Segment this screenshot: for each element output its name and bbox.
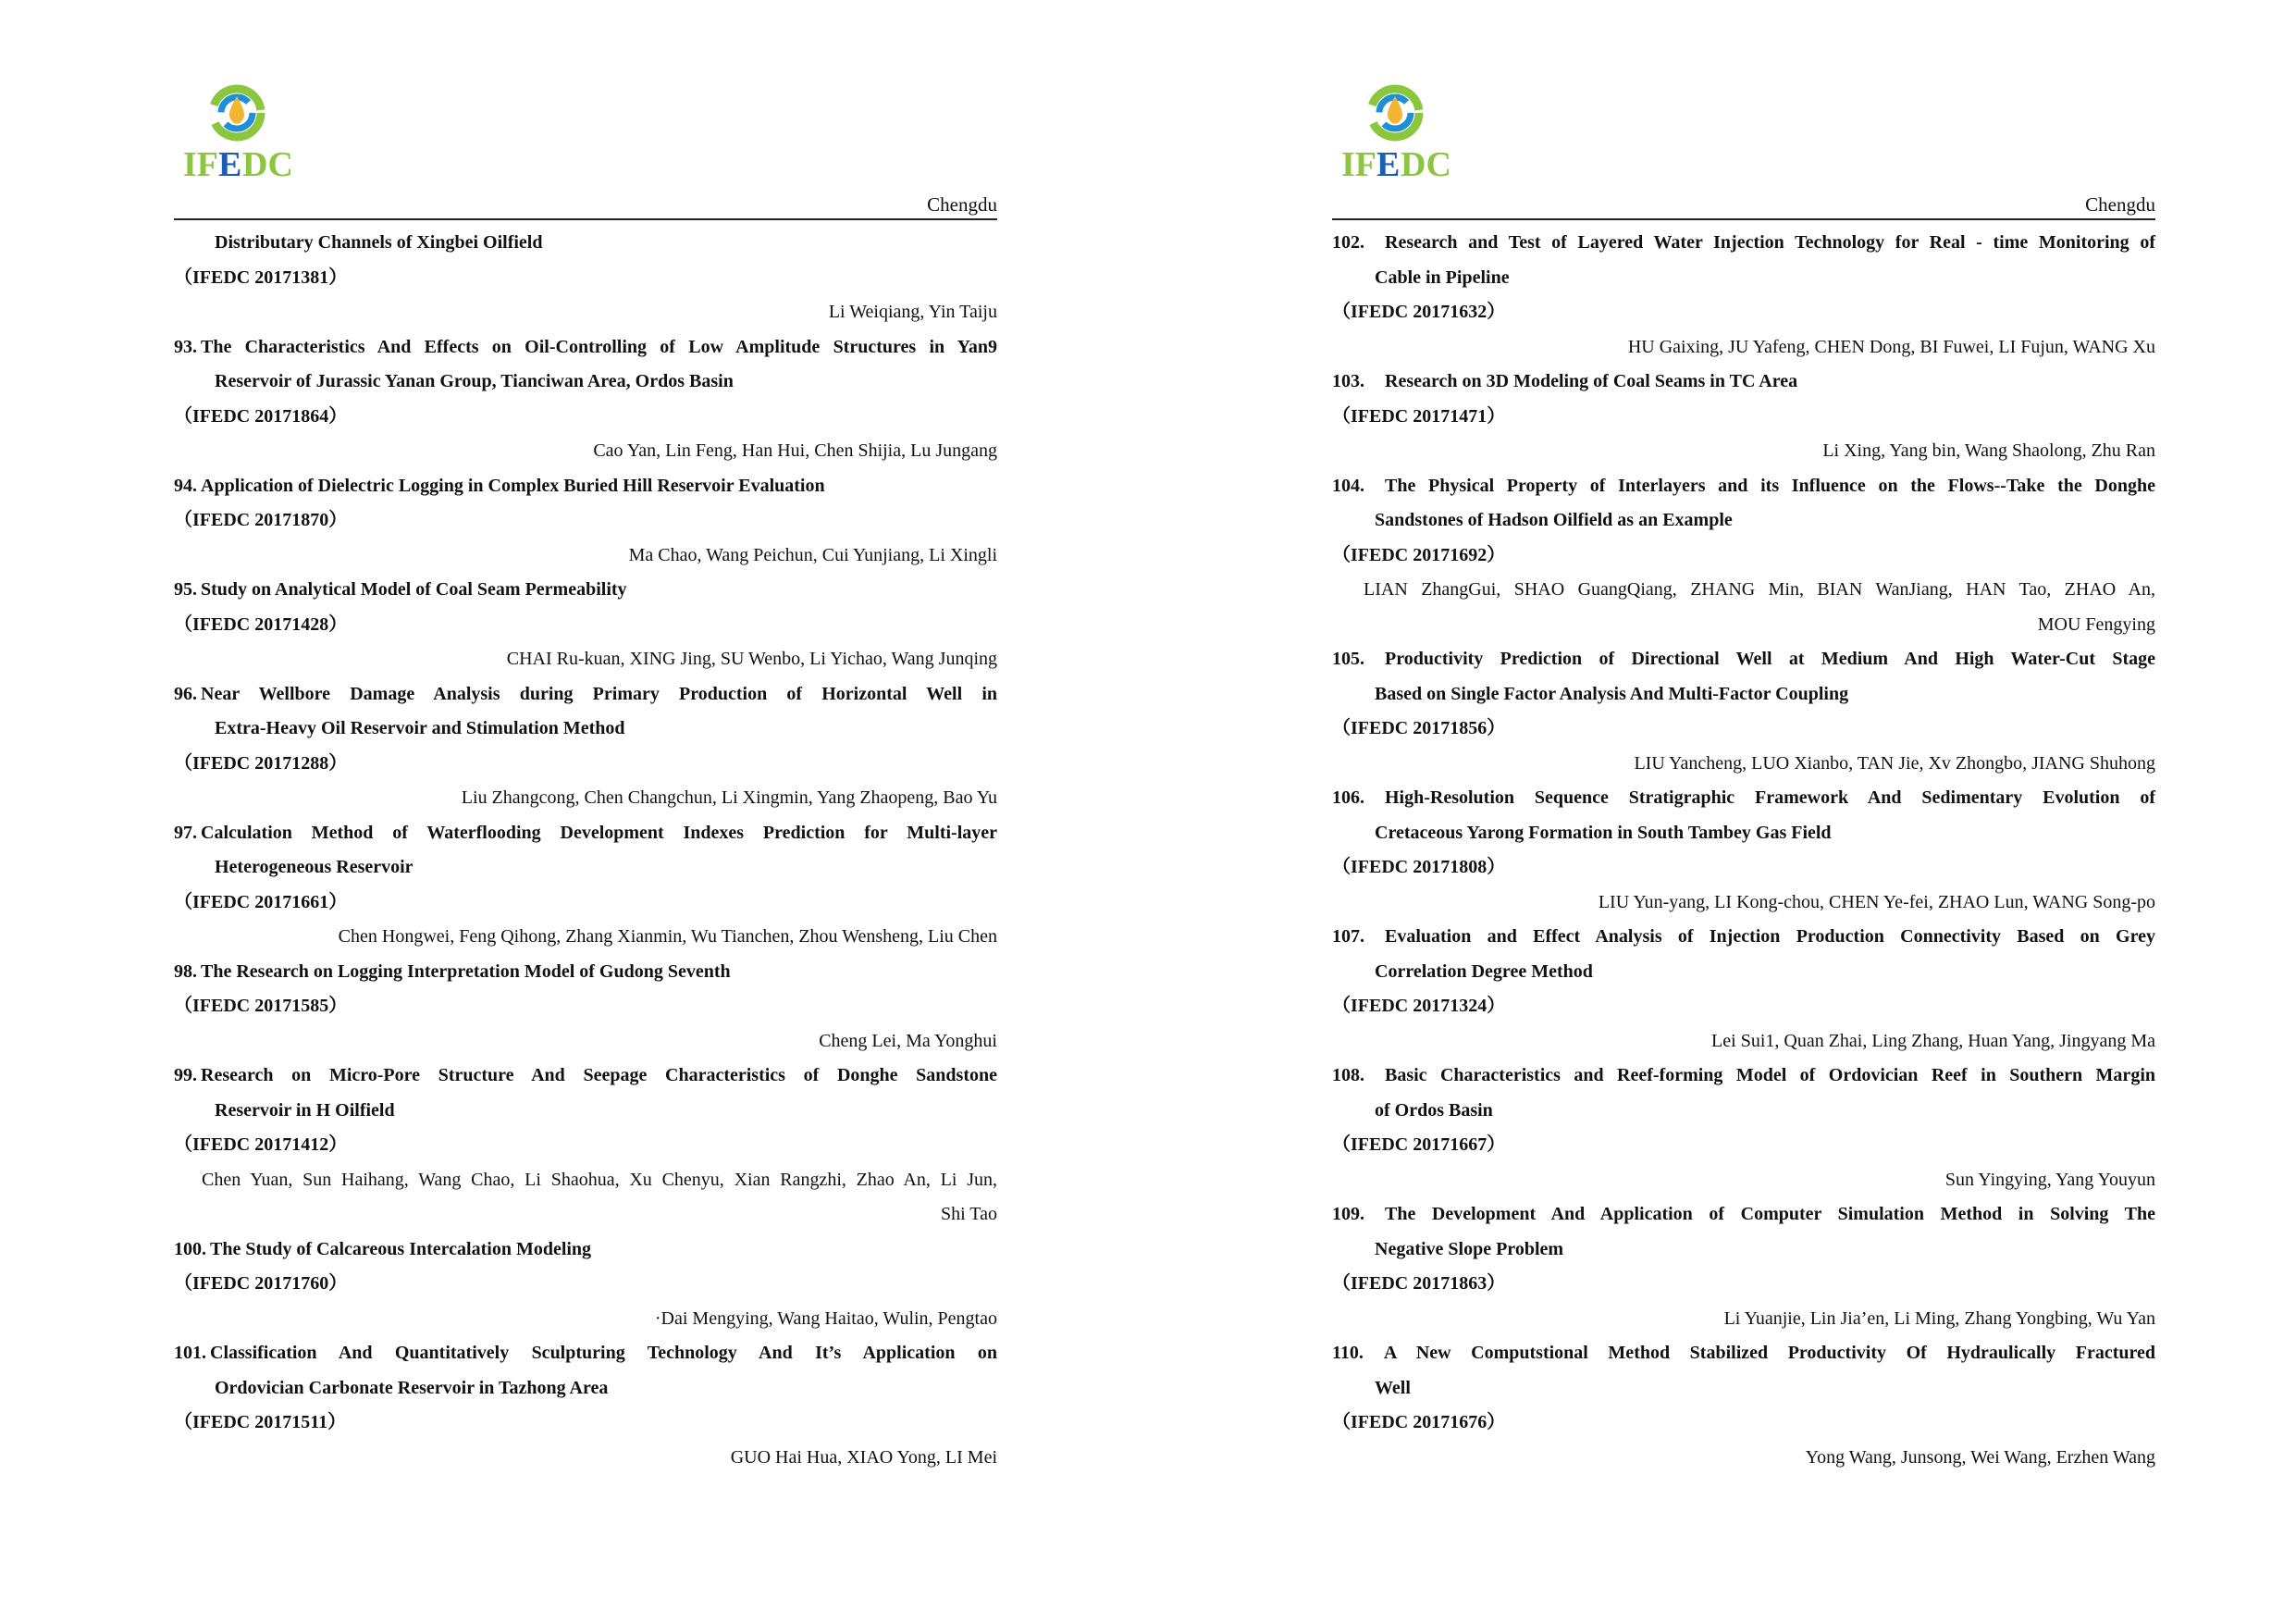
paper-authors: HU Gaixing, JU Yafeng, CHEN Dong, BI Fuwei, LI Fujun, WANG Xu [1627, 336, 2155, 357]
paper-code: （IFEDC 20171760） [174, 1273, 348, 1294]
paper-title-row [174, 1094, 997, 1129]
paper-number: 104. [1332, 475, 1364, 496]
paper-title-row [1332, 1233, 2155, 1268]
paper-number: 96. [174, 683, 197, 704]
paper-code: （IFEDC 20171632） [1332, 302, 1506, 322]
paper-title-row [1332, 781, 2155, 816]
ifedc-logo-icon [1339, 83, 1469, 185]
paper-entry [174, 573, 997, 677]
paper-title-row [1332, 677, 2155, 712]
paper-title: Correlation Degree Method [1375, 960, 1593, 982]
paper-code: （IFEDC 20171676） [1332, 1412, 1506, 1432]
paper-title: Basic Characteristics and Reef-forming Model of Ordovician Reef in Southern Margin [1385, 1065, 2155, 1085]
paper-number: 102. [1332, 232, 1364, 253]
paper-title-row [174, 955, 997, 990]
paper-number: 94. [174, 475, 197, 496]
left-page [174, 83, 997, 1475]
paper-authors: Shi Tao [940, 1204, 997, 1224]
paper-entry [1332, 920, 2155, 1059]
paper-number: 105. [1332, 649, 1364, 669]
paper-entry [174, 1059, 997, 1233]
paper-title: Negative Slope Problem [1375, 1238, 1564, 1259]
header-rule [174, 218, 997, 220]
paper-number: 97. [174, 822, 197, 843]
paper-code: （IFEDC 20171856） [1332, 718, 1506, 738]
paper-title: A New Computstional Method Stabilized Productivity Of Hydraulically Fractured [1383, 1343, 2155, 1363]
paper-title: of Ordos Basin [1375, 1099, 1493, 1121]
paper-authors: Li Yuanjie, Lin Jia’en, Li Ming, Zhang Yongbing, Wu Yan [1723, 1307, 2155, 1329]
paper-entry [174, 1233, 997, 1337]
paper-code: （IFEDC 20171661） [174, 891, 348, 912]
paper-authors: Liu Zhangcong, Chen Changchun, Li Xingmin, Yang Zhaopeng, Bao Yu [461, 787, 997, 808]
ifedc-logo [174, 83, 997, 185]
paper-authors: Chen Hongwei, Feng Qihong, Zhang Xianmin, Wu Tianchen, Zhou Wensheng, Liu Chen [338, 926, 997, 947]
paper-entry [174, 816, 997, 955]
paper-title: High-Resolution Sequence Stratigraphic Framework And Sedimentary Evolution of [1385, 787, 2155, 808]
paper-title: The Characteristics And Effects on Oil-Controlling of Low Amplitude Structures in Yan9 [201, 336, 997, 357]
paper-entry [1332, 781, 2155, 920]
paper-authors: CHAI Ru-kuan, XING Jing, SU Wenbo, Li Yichao, Wang Junqing [506, 649, 997, 669]
paper-authors: ·Dai Mengying, Wang Haitao, Wulin, Pengtao [654, 1307, 997, 1329]
paper-number: 101. [174, 1343, 206, 1363]
paper-title-row [174, 573, 997, 608]
paper-title: The Development And Application of Computer Simulation Method in Solving The [1385, 1204, 2155, 1224]
paper-authors: Li Xing, Yang bin, Wang Shaolong, Zhu Ran [1822, 440, 2155, 461]
paper-authors: LIU Yun-yang, LI Kong-chou, CHEN Ye-fei, ZHAO Lun, WANG Song-po [1598, 891, 2155, 912]
paper-title-row [174, 816, 997, 851]
paper-code: （IFEDC 20171324） [1332, 996, 1506, 1016]
paper-title: Reservoir of Jurassic Yanan Group, Tianciwan Area, Ordos Basin [215, 371, 734, 391]
paper-title: Heterogeneous Reservoir [215, 857, 414, 877]
paper-title-row [1332, 365, 2155, 400]
svg-text:IF: IF [183, 145, 218, 184]
ifedc-logo-icon [181, 83, 311, 185]
paper-entry [1332, 469, 2155, 643]
paper-title-row [1332, 816, 2155, 851]
paper-title: Cretaceous Yarong Formation in South Tambey Gas Field [1375, 822, 1832, 843]
paper-title-row [174, 1233, 997, 1268]
paper-title: Research and Test of Layered Water Injection Technology for Real - time Monitoring of [1385, 232, 2155, 253]
paper-code: （IFEDC 20171692） [1332, 544, 1506, 565]
ifedc-logo [1332, 83, 2155, 185]
paper-title-row [1332, 1059, 2155, 1094]
svg-text:IF: IF [1341, 145, 1376, 184]
paper-title: Sandstones of Hadson Oilfield as an Example [1375, 510, 1733, 530]
paper-title: Productivity Prediction of Directional Well at Medium And High Water-Cut Stage [1385, 649, 2155, 669]
paper-number: 106. [1332, 787, 1364, 808]
header-rule [1332, 218, 2155, 220]
paper-code: （IFEDC 20171288） [174, 752, 348, 774]
paper-authors: Li Weiqiang, Yin Taiju [828, 302, 997, 322]
paper-authors: LIAN ZhangGui, SHAO GuangQiang, ZHANG Min, BIAN WanJiang, HAN Tao, ZHAO An, [1364, 579, 2155, 600]
paper-title-row [174, 712, 997, 747]
paper-number: 93. [174, 336, 197, 357]
paper-title: Calculation Method of Waterflooding Development Indexes Prediction for Multi-layer [201, 822, 997, 843]
paper-title: Distributary Channels of Xingbei Oilfield [215, 232, 543, 253]
paper-code: （IFEDC 20171471） [1332, 405, 1506, 427]
paper-title-row [1332, 642, 2155, 677]
paper-title: Classification And Quantitatively Sculpturing Technology And It’s Application on [210, 1343, 997, 1363]
paper-title: Research on Micro-Pore Structure And Seepage Characteristics of Donghe Sandstone [201, 1065, 997, 1085]
paper-title: Based on Single Factor Analysis And Multi-Factor Coupling [1375, 683, 1849, 704]
svg-text:E: E [218, 145, 242, 184]
paper-code: （IFEDC 20171667） [1332, 1134, 1506, 1155]
paper-code: （IFEDC 20171864） [174, 405, 348, 427]
paper-title: Research on 3D Modeling of Coal Seams in TC Area [1385, 371, 1798, 391]
paper-entry [174, 955, 997, 1059]
paper-number: 103. [1332, 371, 1364, 391]
paper-code: （IFEDC 20171428） [174, 613, 348, 635]
svg-text:DC: DC [242, 145, 293, 184]
paper-title-row [1332, 1197, 2155, 1233]
paper-title: The Research on Logging Interpretation Model of Gudong Seventh [201, 960, 731, 982]
paper-title-row [1332, 503, 2155, 539]
paper-title-row [1332, 226, 2155, 261]
paper-entry [174, 226, 997, 330]
paper-title: Evaluation and Effect Analysis of Injection Production Connectivity Based on Grey [1385, 926, 2155, 947]
paper-title: Extra-Heavy Oil Reservoir and Stimulation Method [215, 718, 625, 738]
paper-authors: GUO Hai Hua, XIAO Yong, LI Mei [730, 1446, 997, 1468]
paper-title-row [174, 226, 997, 261]
paper-entry [1332, 1059, 2155, 1197]
svg-text:E: E [1376, 145, 1401, 184]
paper-authors: MOU Fengying [2037, 613, 2155, 635]
paper-entry [174, 330, 997, 469]
paper-number: 100. [174, 1238, 206, 1259]
paper-number: 107. [1332, 926, 1364, 947]
paper-code: （IFEDC 20171808） [1332, 857, 1506, 877]
paper-title: The Physical Property of Interlayers and its Influence on the Flows--Take the Donghe [1385, 475, 2155, 496]
paper-title: Ordovician Carbonate Reservoir in Tazhong Area [215, 1377, 609, 1398]
paper-code: （IFEDC 20171585） [174, 996, 348, 1016]
paper-title: Cable in Pipeline [1375, 266, 1510, 288]
paper-authors: Yong Wang, Junsong, Wei Wang, Erzhen Wang [1805, 1446, 2155, 1468]
paper-title-row [1332, 955, 2155, 990]
paper-title: Near Wellbore Damage Analysis during Primary Production of Horizontal Well in [201, 683, 997, 704]
paper-title-row [174, 365, 997, 400]
paper-entry [1332, 1336, 2155, 1475]
paper-title-row [1332, 1094, 2155, 1129]
paper-title: Well [1375, 1377, 1411, 1398]
paper-entry [1332, 1197, 2155, 1336]
paper-title: Study on Analytical Model of Coal Seam Permeability [201, 579, 627, 600]
paper-authors: Lei Sui1, Quan Zhai, Ling Zhang, Huan Yang, Jingyang Ma [1711, 1030, 2155, 1051]
paper-code: （IFEDC 20171511） [174, 1412, 347, 1432]
paper-number: 98. [174, 960, 197, 982]
paper-entry [1332, 365, 2155, 469]
paper-entry [174, 677, 997, 816]
paper-code: （IFEDC 20171412） [174, 1134, 348, 1155]
paper-title-row [174, 850, 997, 886]
paper-title-row [174, 1336, 997, 1371]
paper-title: Reservoir in H Oilfield [215, 1099, 395, 1121]
paper-title-row [174, 330, 997, 365]
paper-title-row [1332, 1371, 2155, 1406]
paper-title-row [174, 1371, 997, 1406]
paper-title-row [174, 469, 997, 504]
entry-list [1332, 226, 2155, 1475]
paper-authors: Chen Yuan, Sun Haihang, Wang Chao, Li Shaohua, Xu Chenyu, Xian Rangzhi, Zhao An, Li Jun, [202, 1169, 997, 1190]
paper-title: Application of Dielectric Logging in Complex Buried Hill Reservoir Evaluation [201, 475, 825, 496]
header-city: Chengdu [927, 193, 997, 216]
paper-entry [174, 469, 997, 574]
paper-authors: Cao Yan, Lin Feng, Han Hui, Chen Shijia, Lu Jungang [593, 440, 997, 461]
paper-entry [1332, 226, 2155, 365]
header-city: Chengdu [2085, 193, 2155, 216]
paper-number: 99. [174, 1065, 197, 1085]
paper-entry [174, 1336, 997, 1475]
paper-authors: Cheng Lei, Ma Yonghui [819, 1030, 997, 1051]
paper-number: 109. [1332, 1204, 1364, 1224]
entry-list [174, 226, 997, 1475]
paper-code: （IFEDC 20171863） [1332, 1273, 1506, 1294]
paper-code: （IFEDC 20171381） [174, 266, 348, 288]
paper-authors: Ma Chao, Wang Peichun, Cui Yunjiang, Li Xingli [628, 544, 997, 565]
paper-authors: LIU Yancheng, LUO Xianbo, TAN Jie, Xv Zhongbo, JIANG Shuhong [1634, 752, 2155, 774]
svg-text:DC: DC [1401, 145, 1451, 184]
paper-title: The Study of Calcareous Intercalation Modeling [210, 1238, 592, 1259]
paper-title-row [1332, 261, 2155, 296]
paper-authors: Sun Yingying, Yang Youyun [1944, 1169, 2155, 1190]
paper-title-row [1332, 1336, 2155, 1371]
paper-number: 110. [1332, 1343, 1364, 1363]
paper-title-row [174, 677, 997, 712]
paper-number: 108. [1332, 1065, 1364, 1085]
paper-title-row [1332, 469, 2155, 504]
paper-code: （IFEDC 20171870） [174, 510, 348, 530]
right-page [1332, 83, 2155, 1475]
paper-title-row [174, 1059, 997, 1094]
paper-title-row [1332, 920, 2155, 955]
paper-entry [1332, 642, 2155, 781]
paper-number: 95. [174, 579, 197, 600]
